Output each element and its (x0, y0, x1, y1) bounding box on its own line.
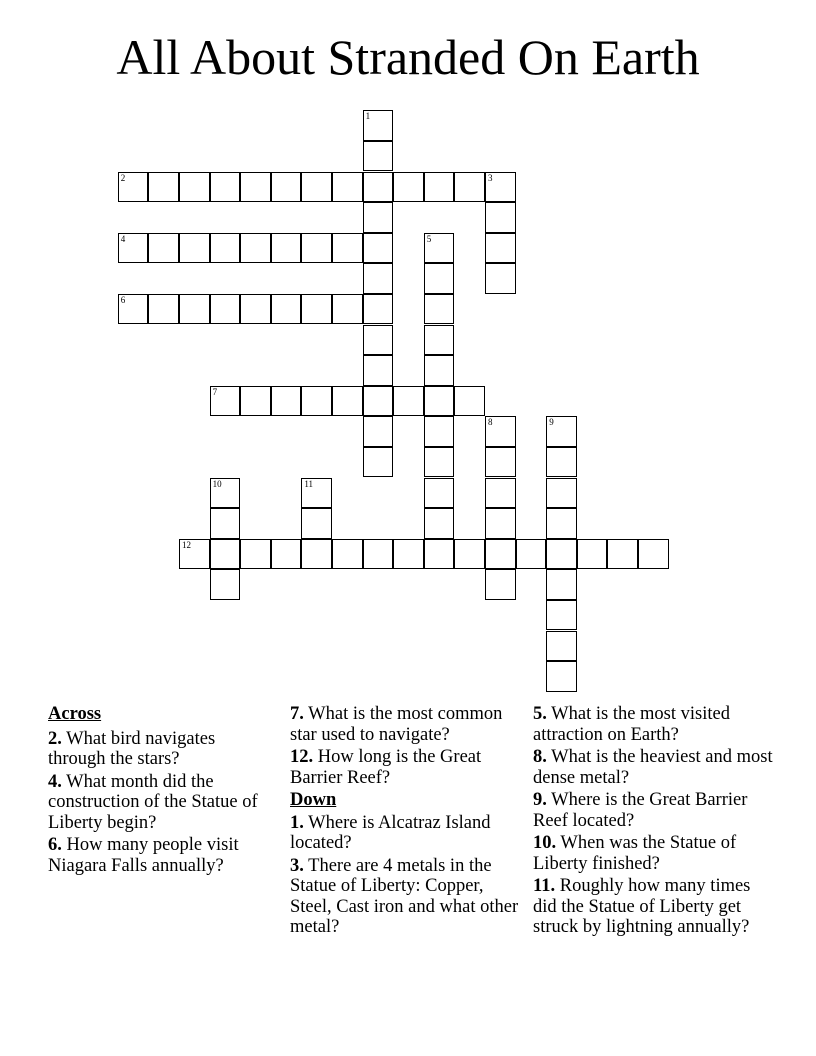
across-header: Across (48, 704, 102, 724)
grid-cell[interactable] (118, 172, 149, 203)
grid-cell[interactable] (179, 294, 210, 325)
clue (533, 747, 773, 788)
grid-cell[interactable] (424, 325, 455, 356)
grid-cell[interactable] (363, 110, 394, 141)
clue (533, 876, 773, 938)
down-header: Down (290, 790, 337, 810)
grid-cell[interactable] (424, 539, 455, 570)
clue (290, 856, 520, 938)
grid-cell[interactable] (485, 172, 516, 203)
grid-cell[interactable] (210, 478, 241, 509)
clue-number-label: 7. (290, 704, 304, 724)
grid-cell[interactable] (607, 539, 638, 570)
clue-number-label: 4. (48, 771, 62, 792)
grid-cell[interactable] (240, 233, 271, 264)
clue-text: What is the most visited attraction on Earth? (533, 704, 730, 745)
grid-cell[interactable] (301, 294, 332, 325)
clue-text: How many people visit Niagara Falls annually? (48, 835, 239, 876)
clue (533, 833, 773, 874)
grid-cell[interactable] (546, 478, 577, 509)
down-clue-list-continued (533, 704, 773, 938)
clue (290, 747, 520, 788)
clue-number: 10 (212, 478, 222, 489)
grid-cell[interactable] (424, 355, 455, 386)
clue-text: What is the most common star used to navigate? (290, 704, 503, 745)
grid-cell[interactable] (363, 355, 394, 386)
grid-cell[interactable] (577, 539, 608, 570)
grid-cell[interactable] (363, 539, 394, 570)
grid-cell[interactable] (485, 569, 516, 600)
grid-cell[interactable] (485, 447, 516, 478)
grid-cell[interactable] (301, 233, 332, 264)
grid-cell[interactable] (301, 508, 332, 539)
grid-cell[interactable] (393, 386, 424, 417)
grid-cell[interactable] (424, 294, 455, 325)
grid-cell[interactable] (240, 172, 271, 203)
grid-cell[interactable] (332, 233, 363, 264)
clues-column-1 (48, 704, 273, 878)
clue-number: 9 (549, 417, 554, 428)
clue-number-label: 6. (48, 835, 62, 855)
grid-cell[interactable] (148, 233, 179, 264)
clue-number-label: 10. (533, 833, 557, 853)
grid-cell[interactable] (179, 172, 210, 203)
clue-number: 7 (212, 386, 218, 397)
clue (533, 790, 773, 831)
grid-cell[interactable] (179, 539, 210, 570)
grid-cell[interactable] (546, 416, 577, 447)
across-clue-list (48, 729, 273, 877)
grid-cell[interactable] (424, 508, 455, 539)
grid-cell[interactable] (179, 233, 210, 264)
grid-cell[interactable] (424, 172, 455, 203)
grid-cell[interactable] (485, 539, 516, 570)
clue (48, 729, 273, 770)
clue-text: How long is the Great Barrier Reef? (290, 747, 482, 788)
clue-number: 8 (488, 417, 493, 428)
grid-cell[interactable] (363, 202, 394, 233)
clue-number: 5 (426, 233, 432, 244)
clue-number: 11 (304, 478, 314, 489)
grid-cell[interactable] (424, 478, 455, 509)
grid-cell[interactable] (546, 508, 577, 539)
clue-number-label: 11. (533, 876, 556, 896)
grid-cell[interactable] (301, 172, 332, 203)
grid-cell[interactable] (118, 233, 149, 264)
clue-number-label: 8. (533, 747, 547, 767)
clue-text: Where is the Great Barrier Reef located? (533, 790, 748, 831)
puzzle-title: All About Stranded On Earth (116, 29, 700, 85)
grid-cell[interactable] (454, 539, 485, 570)
across-clue-list-continued (290, 704, 520, 788)
grid-cell[interactable] (424, 233, 455, 264)
grid-cell[interactable] (363, 141, 394, 172)
grid-cell[interactable] (240, 539, 271, 570)
grid-cell[interactable] (271, 386, 302, 417)
grid-cell[interactable] (271, 539, 302, 570)
grid-cell[interactable] (118, 294, 149, 325)
grid-cell[interactable] (424, 447, 455, 478)
grid-cell[interactable] (240, 386, 271, 417)
clues-column-2 (290, 704, 520, 940)
grid-cell[interactable] (363, 325, 394, 356)
grid-cell[interactable] (363, 386, 394, 417)
grid-cell[interactable] (485, 233, 516, 264)
clue-text: When was the Statue of Liberty finished? (533, 833, 737, 874)
grid-cell[interactable] (546, 661, 577, 692)
grid-cell[interactable] (148, 172, 179, 203)
clue-number: 1 (365, 111, 371, 122)
clue-number-label: 2. (48, 728, 62, 749)
clue-text: Roughly how many times did the Statue of Liberty get struck by lightning annually? (533, 876, 751, 937)
grid-cell[interactable] (546, 600, 577, 631)
clue (48, 772, 273, 834)
grid-cell[interactable] (424, 386, 455, 417)
clue-text: What is the heaviest and most dense metal? (533, 747, 773, 788)
clue-number-label: 12. (290, 747, 314, 767)
grid-cell[interactable] (210, 233, 241, 264)
grid-cell[interactable] (210, 386, 241, 417)
clues-column-3 (533, 704, 773, 940)
grid-cell[interactable] (454, 386, 485, 417)
grid-cell[interactable] (393, 539, 424, 570)
grid-cell[interactable] (485, 202, 516, 233)
clue-text: What bird navigates through the stars? (48, 728, 216, 769)
grid-cell[interactable] (485, 263, 516, 294)
clue (48, 835, 273, 876)
grid-cell[interactable] (271, 233, 302, 264)
clue-number-label: 3. (290, 855, 304, 876)
grid-cell[interactable] (363, 294, 394, 325)
grid-cell[interactable] (332, 386, 363, 417)
clue-text: There are 4 metals in the Statue of Liberty: Copper, Steel, Cast iron and what other metal? (290, 855, 519, 937)
grid-cell[interactable] (393, 172, 424, 203)
grid-cell[interactable] (301, 386, 332, 417)
clue-number: 6 (120, 294, 126, 305)
grid-cell[interactable] (516, 539, 547, 570)
grid-cell[interactable] (363, 263, 394, 294)
clue-number-label: 9. (533, 790, 547, 810)
grid-cell[interactable] (363, 233, 394, 264)
grid-cell[interactable] (332, 172, 363, 203)
grid-cell[interactable] (363, 416, 394, 447)
clue-text: Where is Alcatraz Island located? (290, 812, 491, 853)
grid-cell[interactable] (301, 539, 332, 570)
grid-cell[interactable] (240, 294, 271, 325)
clue-number-label: 1. (290, 812, 304, 833)
grid-cell[interactable] (546, 539, 577, 570)
grid-cell[interactable] (424, 416, 455, 447)
clue (533, 704, 773, 745)
grid-cell[interactable] (363, 447, 394, 478)
grid-cell[interactable] (546, 631, 577, 662)
grid-cell[interactable] (485, 508, 516, 539)
grid-cell[interactable] (210, 508, 241, 539)
clue-text: What month did the construction of the Statue of Liberty begin? (48, 771, 258, 833)
clue-number: 3 (488, 172, 493, 183)
grid-cell[interactable] (546, 447, 577, 478)
grid-cell[interactable] (271, 294, 302, 325)
grid-cell[interactable] (363, 172, 394, 203)
grid-cell[interactable] (210, 539, 241, 570)
down-clue-list (290, 813, 520, 938)
grid-cell[interactable] (424, 263, 455, 294)
grid-cell[interactable] (485, 478, 516, 509)
grid-cell[interactable] (454, 172, 485, 203)
clue (290, 704, 520, 745)
grid-cell[interactable] (332, 539, 363, 570)
grid-cell[interactable] (148, 294, 179, 325)
grid-cell[interactable] (546, 569, 577, 600)
clue-number: 2 (120, 172, 126, 183)
clue-number-label: 5. (533, 704, 547, 724)
clue-number: 4 (120, 233, 126, 244)
grid-cell[interactable] (301, 478, 332, 509)
clue-number: 12 (182, 539, 191, 550)
grid-cell[interactable] (271, 172, 302, 203)
clue (290, 813, 520, 854)
grid-cell[interactable] (485, 416, 516, 447)
grid-cell[interactable] (638, 539, 669, 570)
grid-cell[interactable] (210, 294, 241, 325)
grid-cell[interactable] (210, 172, 241, 203)
grid-cell[interactable] (210, 569, 241, 600)
grid-cell[interactable] (332, 294, 363, 325)
